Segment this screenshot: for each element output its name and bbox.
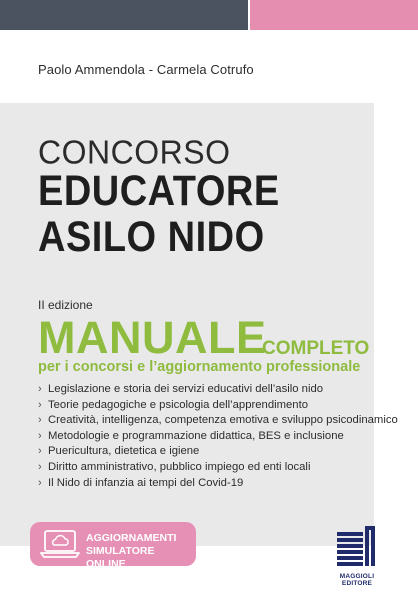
title-line-educatore: EDUCATORE	[38, 168, 280, 216]
title-line-concorso: CONCORSO	[38, 133, 231, 171]
laptop-cloud-icon	[40, 529, 80, 559]
topic-text: Il Nido di infanzia ai tempi del Covid-19	[48, 476, 244, 489]
list-item	[38, 382, 398, 398]
top-bar-dark	[0, 0, 248, 30]
list-item	[38, 444, 398, 460]
series-subtitle: per i concorsi e l’aggiornamento professionale	[38, 359, 361, 375]
list-item	[38, 460, 398, 476]
topic-text: Legislazione e storia dei servizi educativi dell’asilo nido	[48, 383, 324, 395]
badge-text	[86, 532, 196, 571]
authors: Paolo Ammendola - Carmela Cotrufo	[38, 62, 254, 77]
maggioli-logo-icon	[337, 526, 377, 572]
badge-line-2: SIMULATORE ONLINE	[86, 545, 155, 570]
topic-text: Teorie pedagogiche e psicologia dell’apprendimento	[48, 398, 309, 411]
publisher-line-1: MAGGIOLI	[339, 573, 375, 580]
bullet-icon: ›	[38, 429, 42, 442]
bullet-icon: ›	[38, 445, 42, 458]
list-item	[38, 429, 398, 445]
series-suffix: COMPLETO	[262, 338, 370, 359]
badge-line-1: AGGIORNAMENTI	[86, 532, 177, 544]
topics-list	[38, 382, 398, 491]
topic-text: Puericultura, dietetica e igiene	[48, 445, 200, 458]
list-item	[38, 413, 398, 429]
list-item	[38, 398, 398, 414]
publisher-line-2: EDITORE	[341, 580, 373, 587]
title-line-asilo-nido: ASILO NIDO	[38, 214, 265, 262]
bullet-icon: ›	[38, 398, 42, 411]
bullet-icon: ›	[38, 460, 42, 473]
publisher-name	[330, 573, 384, 587]
online-updates-badge	[30, 522, 196, 570]
topic-text: Metodologie e programmazione didattica, BES e inclusione	[48, 429, 344, 442]
top-bar-pink	[250, 0, 418, 30]
bullet-icon: ›	[38, 414, 42, 427]
list-item	[38, 476, 398, 492]
series-main: MANUALE	[38, 312, 267, 363]
edition-label: II edizione	[38, 298, 93, 312]
topic-text: Creatività, intelligenza, competenza emotiva e sviluppo psicodinamico	[48, 414, 398, 427]
bullet-icon: ›	[38, 383, 42, 395]
topic-text: Diritto amministrativo, pubblico impiego ed enti locali	[48, 460, 311, 473]
bullet-icon: ›	[38, 476, 42, 489]
